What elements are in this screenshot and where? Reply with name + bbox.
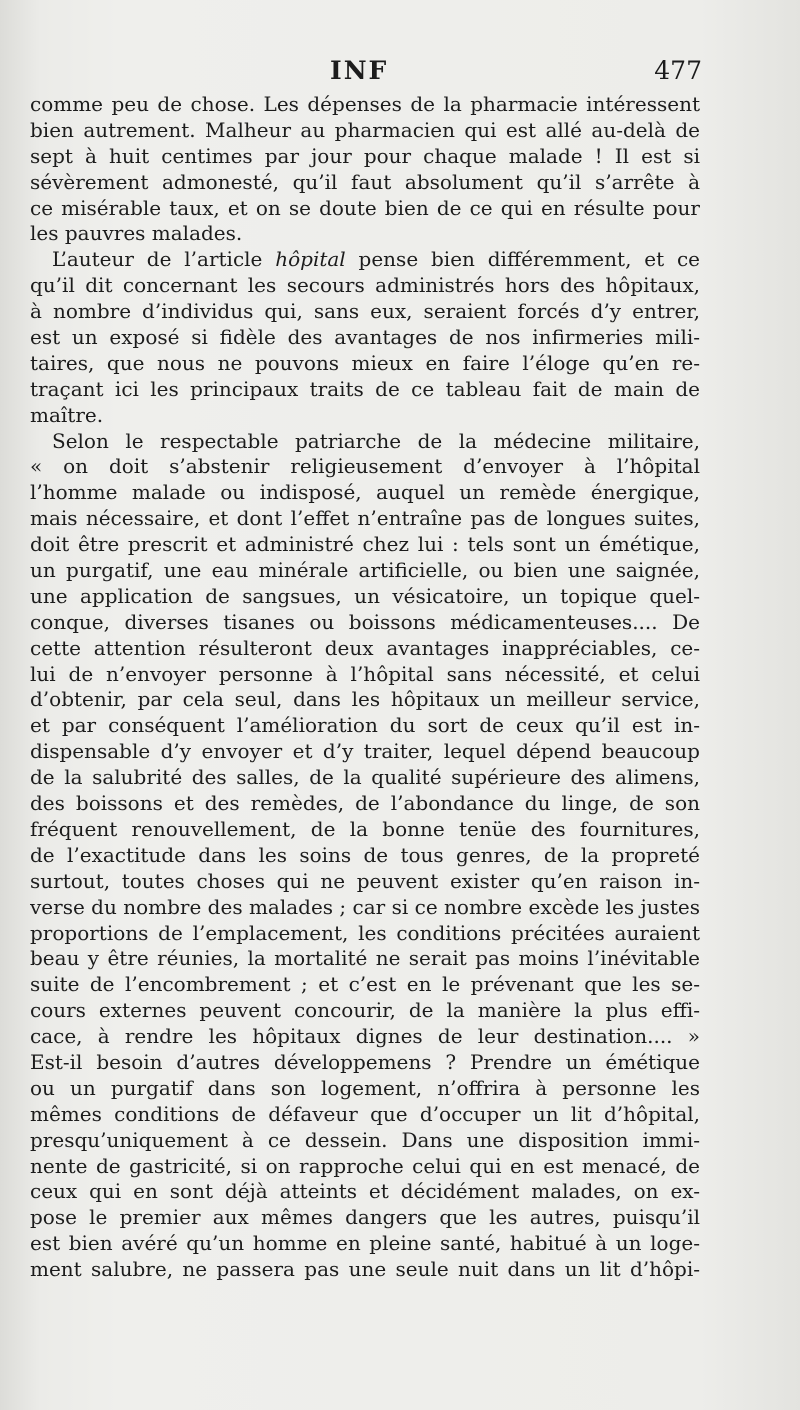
text-line: doit être prescrit et administré chez lui : tels sont un émétique, [30,532,700,557]
text-line: l’homme malade ou indisposé, auquel un remède énergique, [30,480,700,505]
text-line: dispensable d’y envoyer et d’y traiter, lequel dépend beaucoup [30,739,700,764]
text-line: « on doit s’abstenir religieusement d’envoyer à l’hôpital [30,454,700,479]
text-line: conque, diverses tisanes ou boissons médicamenteuses.... De [30,609,700,634]
text-line: suite de l’encombrement ; et c’est en le prévenant que les se- [30,972,700,997]
text-line: presqu’uniquement à ce dessein. Dans une disposition immi- [30,1127,700,1152]
text-line: un purgatif, une eau minérale artificielle, ou bien une saignée, [30,558,700,583]
text-line: est bien avéré qu’un homme en pleine santé, habitué à un loge- [30,1231,700,1256]
text-line: de l’exactitude dans les soins de tous genres, de la propreté [30,842,700,867]
text-line: Est-il besoin d’autres développemens ? Prendre un émétique [30,1049,700,1074]
running-head-title: INF [330,56,389,85]
body-text [30,92,700,1283]
text-line: sept à huit centimes par jour pour chaque malade ! Il est si [30,143,700,168]
text-line: beau y être réunies, la mortalité ne serait pas moins l’inévitable [30,946,700,971]
italic-term: hôpital [275,247,346,272]
text-line: ceux qui en sont déjà atteints et décidément malades, on ex- [30,1179,700,1204]
text-line: qu’il dit concernant les secours administrés hors des hôpitaux, [30,273,700,298]
text-line: est un exposé si fidèle des avantages de nos infirmeries mili- [30,325,700,350]
text-line: d’obtenir, par cela seul, dans les hôpitaux un meilleur service, [30,687,700,712]
text-line: de la salubrité des salles, de la qualité supérieure des alimens, [30,765,700,790]
text-line: une application de sangsues, un vésicatoire, un topique quel- [30,583,700,608]
text-line: traçant ici les principaux traits de ce tableau fait de main de [30,376,700,401]
text-line: pose le premier aux mêmes dangers que les autres, puisqu’il [30,1205,700,1230]
text-line: ment salubre, ne passera pas une seule nuit dans un lit d’hôpi- [30,1257,700,1282]
text-line: proportions de l’emplacement, les conditions précitées auraient [30,920,700,945]
text-line: ce misérable taux, et on se doute bien de ce qui en résulte pour [30,195,700,220]
page-number: 477 [654,56,702,85]
text-line: comme peu de chose. Les dépenses de la pharmacie intéressent [30,92,700,116]
text-line: maître. [30,402,104,427]
text-line: mais nécessaire, et dont l’effet n’entraîne pas de longues suites, [30,506,700,531]
text-line: bien autrement. Malheur au pharmacien qui est allé au-delà de [30,117,700,142]
text-line: surtout, toutes choses qui ne peuvent exister qu’en raison in- [30,868,700,893]
text-line: les pauvres malades. [30,221,243,246]
paragraph-start-line: Selon le respectable patriarche de la médecine militaire, [52,428,700,453]
paragraph-start-line: L’auteur de l’article hôpital pense bien différemment, et ce [52,247,700,272]
text-line: des boissons et des remèdes, de l’abondance du linge, de son [30,791,700,816]
text-line: nente de gastricité, si on rapproche celui qui en est menacé, de [30,1153,700,1178]
text-line: ou un purgatif dans son logement, n’offrira à personne les [30,1075,700,1100]
text-line: cette attention résulteront deux avantages inappréciables, ce- [30,635,700,660]
running-head [30,56,702,96]
text-line: cace, à rendre les hôpitaux dignes de leur destination.... » [30,1024,700,1049]
text-line: lui de n’envoyer personne à l’hôpital sans nécessité, et celui [30,661,700,686]
text-line: mêmes conditions de défaveur que d’occuper un lit d’hôpital, [30,1101,700,1126]
text-line: sévèrement admonesté, qu’il faut absolument qu’il s’arrête à [30,169,700,194]
text-line: taires, que nous ne pouvons mieux en faire l’éloge qu’en re- [30,350,700,375]
text-line: verse du nombre des malades ; car si ce nombre excède les justes [30,894,700,919]
text-line: à nombre d’individus qui, sans eux, seraient forcés d’y entrer, [30,299,700,324]
text-line: et par conséquent l’amélioration du sort de ceux qu’il est in- [30,713,700,738]
text-line: fréquent renouvellement, de la bonne tenüe des fournitures, [30,816,700,841]
text-line: cours externes peuvent concourir, de la manière la plus effi- [30,998,700,1023]
